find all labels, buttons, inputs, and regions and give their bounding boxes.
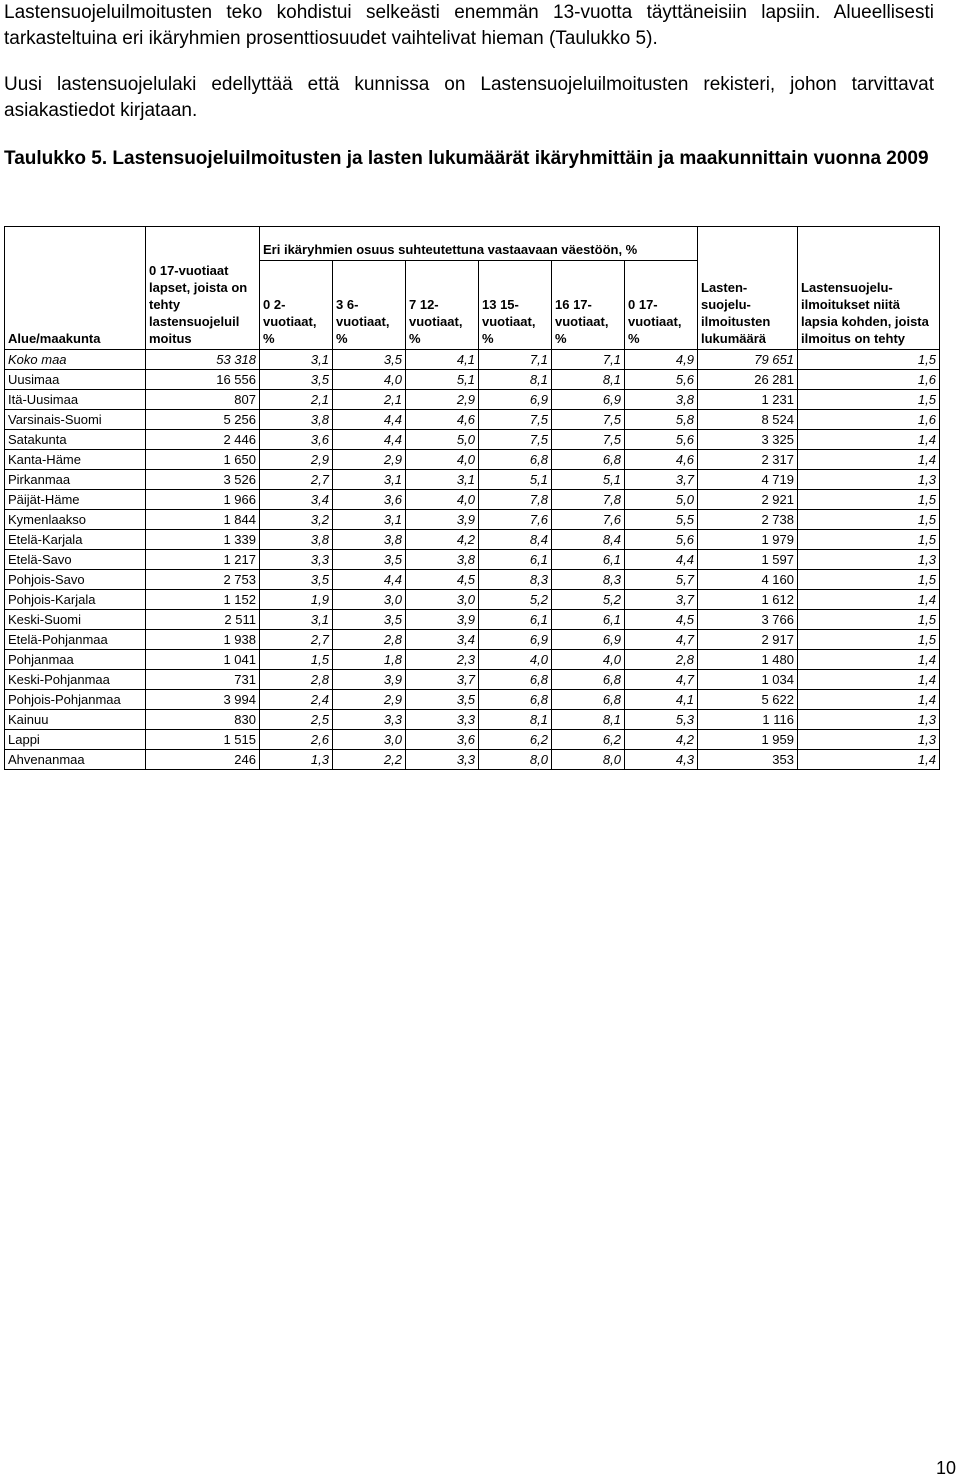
pct-0-2-cell: 1,3 (260, 750, 333, 770)
pct-13-15-cell: 6,8 (479, 690, 552, 710)
pct-13-15-cell: 7,6 (479, 510, 552, 530)
notifications-count-cell: 3 766 (698, 610, 798, 630)
pct-0-17-cell: 3,8 (625, 390, 698, 410)
pct-3-6-cell: 3,0 (333, 590, 406, 610)
pct-7-12-cell: 3,6 (406, 730, 479, 750)
table-row (5, 550, 940, 570)
intro-paragraph: Lastensuojeluilmoitusten teko kohdistui selkeästi enemmän 13-vuotta täyttäneisiin lapsiin. Alueellisesti tarkasteltuina eri ikäryhmien prosenttiosuudet vaihtelivat hieman (Taulukko 5). (4, 2, 934, 49)
pct-16-17-cell: 5,1 (552, 470, 625, 490)
children-count-cell: 3 526 (146, 470, 260, 490)
region-cell: Kainuu (5, 710, 146, 730)
pct-13-15-cell: 6,8 (479, 450, 552, 470)
notifications-count-cell: 353 (698, 750, 798, 770)
notifications-count-cell: 1 231 (698, 390, 798, 410)
ratio-cell: 1,3 (798, 730, 940, 750)
pct-13-15-cell: 6,8 (479, 670, 552, 690)
pct-16-17-cell: 8,1 (552, 370, 625, 390)
ratio-cell: 1,4 (798, 450, 940, 470)
ratio-cell: 1,5 (798, 530, 940, 550)
pct-0-17-cell: 5,3 (625, 710, 698, 730)
header-age-13-15: 13 15-vuotiaat, % (479, 261, 552, 350)
pct-13-15-cell: 8,1 (479, 710, 552, 730)
ratio-cell: 1,5 (798, 570, 940, 590)
children-count-cell: 731 (146, 670, 260, 690)
pct-13-15-cell: 6,1 (479, 610, 552, 630)
header-age-16-17: 16 17-vuotiaat, % (552, 261, 625, 350)
table-row (5, 570, 940, 590)
pct-0-17-cell: 4,1 (625, 690, 698, 710)
children-count-cell: 1 217 (146, 550, 260, 570)
pct-16-17-cell: 7,5 (552, 410, 625, 430)
pct-16-17-cell: 6,9 (552, 630, 625, 650)
pct-13-15-cell: 8,3 (479, 570, 552, 590)
pct-7-12-cell: 3,5 (406, 690, 479, 710)
region-cell: Ahvenanmaa (5, 750, 146, 770)
children-count-cell: 5 256 (146, 410, 260, 430)
notifications-count-cell: 1 612 (698, 590, 798, 610)
pct-13-15-cell: 7,5 (479, 410, 552, 430)
pct-3-6-cell: 3,3 (333, 710, 406, 730)
pct-16-17-cell: 7,1 (552, 350, 625, 370)
pct-0-17-cell: 4,2 (625, 730, 698, 750)
region-cell: Keski-Suomi (5, 610, 146, 630)
pct-7-12-cell: 4,0 (406, 450, 479, 470)
pct-0-17-cell: 5,5 (625, 510, 698, 530)
notifications-count-cell: 4 719 (698, 470, 798, 490)
statistics-table (4, 226, 940, 770)
region-cell: Lappi (5, 730, 146, 750)
pct-0-17-cell: 4,4 (625, 550, 698, 570)
pct-0-2-cell: 3,5 (260, 370, 333, 390)
pct-16-17-cell: 6,9 (552, 390, 625, 410)
pct-7-12-cell: 2,9 (406, 390, 479, 410)
ratio-cell: 1,4 (798, 750, 940, 770)
pct-0-17-cell: 5,0 (625, 490, 698, 510)
pct-0-17-cell: 3,7 (625, 590, 698, 610)
children-count-cell: 2 511 (146, 610, 260, 630)
header-age-3-6: 3 6-vuotiaat, % (333, 261, 406, 350)
ratio-cell: 1,5 (798, 390, 940, 410)
table-row (5, 750, 940, 770)
page-number: 10 (935, 1458, 956, 1478)
pct-7-12-cell: 3,0 (406, 590, 479, 610)
header-ratio: Lastensuojelu-ilmoitukset niitä lapsia kohden, joista ilmoitus on tehty (798, 227, 940, 350)
table-row (5, 630, 940, 650)
pct-16-17-cell: 8,3 (552, 570, 625, 590)
pct-7-12-cell: 3,3 (406, 750, 479, 770)
region-cell: Etelä-Savo (5, 550, 146, 570)
ratio-cell: 1,4 (798, 690, 940, 710)
notifications-count-cell: 5 622 (698, 690, 798, 710)
table-row (5, 530, 940, 550)
pct-0-17-cell: 2,8 (625, 650, 698, 670)
notifications-count-cell: 2 317 (698, 450, 798, 470)
pct-0-2-cell: 2,9 (260, 450, 333, 470)
header-region: Alue/maakunta (5, 227, 146, 350)
pct-3-6-cell: 2,8 (333, 630, 406, 650)
ratio-cell: 1,4 (798, 670, 940, 690)
ratio-cell: 1,4 (798, 590, 940, 610)
table-row (5, 610, 940, 630)
region-cell: Koko maa (5, 350, 146, 370)
pct-7-12-cell: 4,2 (406, 530, 479, 550)
pct-3-6-cell: 3,0 (333, 730, 406, 750)
children-count-cell: 2 753 (146, 570, 260, 590)
pct-0-2-cell: 3,1 (260, 610, 333, 630)
pct-13-15-cell: 7,1 (479, 350, 552, 370)
pct-3-6-cell: 2,9 (333, 450, 406, 470)
pct-16-17-cell: 8,4 (552, 530, 625, 550)
pct-3-6-cell: 4,4 (333, 430, 406, 450)
pct-16-17-cell: 6,1 (552, 550, 625, 570)
pct-7-12-cell: 3,4 (406, 630, 479, 650)
pct-0-17-cell: 5,7 (625, 570, 698, 590)
children-count-cell: 807 (146, 390, 260, 410)
pct-16-17-cell: 7,5 (552, 430, 625, 450)
notifications-count-cell: 3 325 (698, 430, 798, 450)
region-cell: Pohjanmaa (5, 650, 146, 670)
pct-0-17-cell: 5,6 (625, 430, 698, 450)
pct-16-17-cell: 5,2 (552, 590, 625, 610)
pct-0-2-cell: 3,3 (260, 550, 333, 570)
table-row (5, 410, 940, 430)
notifications-count-cell: 2 921 (698, 490, 798, 510)
table-row (5, 670, 940, 690)
pct-16-17-cell: 6,2 (552, 730, 625, 750)
pct-13-15-cell: 6,1 (479, 550, 552, 570)
pct-0-2-cell: 3,1 (260, 350, 333, 370)
pct-16-17-cell: 6,8 (552, 450, 625, 470)
pct-0-2-cell: 3,8 (260, 530, 333, 550)
ratio-cell: 1,5 (798, 610, 940, 630)
ratio-cell: 1,5 (798, 350, 940, 370)
pct-0-2-cell: 2,5 (260, 710, 333, 730)
pct-7-12-cell: 4,5 (406, 570, 479, 590)
pct-3-6-cell: 3,1 (333, 510, 406, 530)
pct-13-15-cell: 5,1 (479, 470, 552, 490)
pct-0-2-cell: 3,5 (260, 570, 333, 590)
pct-0-2-cell: 3,2 (260, 510, 333, 530)
region-cell: Etelä-Karjala (5, 530, 146, 550)
region-cell: Varsinais-Suomi (5, 410, 146, 430)
pct-3-6-cell: 3,5 (333, 350, 406, 370)
pct-7-12-cell: 3,3 (406, 710, 479, 730)
pct-0-2-cell: 2,7 (260, 630, 333, 650)
table-row (5, 470, 940, 490)
pct-0-17-cell: 4,3 (625, 750, 698, 770)
ratio-cell: 1,5 (798, 630, 940, 650)
header-age-group: Eri ikäryhmien osuus suhteutettuna vastaavaan väestöön, % (260, 227, 698, 261)
children-count-cell: 1 650 (146, 450, 260, 470)
notifications-count-cell: 2 738 (698, 510, 798, 530)
header-children: 0 17-vuotiaat lapset, joista on tehty lastensuojeluil moitus (146, 227, 260, 350)
children-count-cell: 246 (146, 750, 260, 770)
pct-0-17-cell: 5,8 (625, 410, 698, 430)
header-count: Lasten-suojelu-ilmoitusten lukumäärä (698, 227, 798, 350)
notifications-count-cell: 4 160 (698, 570, 798, 590)
pct-13-15-cell: 5,2 (479, 590, 552, 610)
table-row (5, 350, 940, 370)
pct-7-12-cell: 5,1 (406, 370, 479, 390)
ratio-cell: 1,4 (798, 430, 940, 450)
table-row (5, 690, 940, 710)
pct-16-17-cell: 6,1 (552, 610, 625, 630)
children-count-cell: 1 966 (146, 490, 260, 510)
pct-0-2-cell: 3,6 (260, 430, 333, 450)
pct-3-6-cell: 3,9 (333, 670, 406, 690)
pct-16-17-cell: 8,0 (552, 750, 625, 770)
children-count-cell: 1 515 (146, 730, 260, 750)
notifications-count-cell: 2 917 (698, 630, 798, 650)
ratio-cell: 1,4 (798, 650, 940, 670)
notifications-count-cell: 1 959 (698, 730, 798, 750)
region-cell: Kanta-Häme (5, 450, 146, 470)
pct-16-17-cell: 7,8 (552, 490, 625, 510)
notifications-count-cell: 1 034 (698, 670, 798, 690)
ratio-cell: 1,5 (798, 510, 940, 530)
pct-3-6-cell: 4,4 (333, 570, 406, 590)
children-count-cell: 1 152 (146, 590, 260, 610)
ratio-cell: 1,5 (798, 490, 940, 510)
pct-0-17-cell: 4,7 (625, 630, 698, 650)
pct-0-2-cell: 2,7 (260, 470, 333, 490)
pct-3-6-cell: 4,0 (333, 370, 406, 390)
children-count-cell: 1 041 (146, 650, 260, 670)
region-cell: Päijät-Häme (5, 490, 146, 510)
notifications-count-cell: 1 979 (698, 530, 798, 550)
pct-3-6-cell: 3,5 (333, 610, 406, 630)
pct-0-2-cell: 2,1 (260, 390, 333, 410)
pct-3-6-cell: 3,6 (333, 490, 406, 510)
children-count-cell: 16 556 (146, 370, 260, 390)
table-caption: Taulukko 5. Lastensuojeluilmoitusten ja lasten lukumäärät ikäryhmittäin ja maakunnittain vuonna 2009 (4, 148, 929, 169)
children-count-cell: 53 318 (146, 350, 260, 370)
ratio-cell: 1,6 (798, 370, 940, 390)
region-cell: Pirkanmaa (5, 470, 146, 490)
pct-7-12-cell: 3,8 (406, 550, 479, 570)
pct-3-6-cell: 2,2 (333, 750, 406, 770)
header-age-0-17: 0 17-vuotiaat, % (625, 261, 698, 350)
pct-0-2-cell: 3,4 (260, 490, 333, 510)
children-count-cell: 3 994 (146, 690, 260, 710)
table-row (5, 370, 940, 390)
children-count-cell: 1 938 (146, 630, 260, 650)
pct-7-12-cell: 4,0 (406, 490, 479, 510)
pct-3-6-cell: 3,8 (333, 530, 406, 550)
notifications-count-cell: 1 480 (698, 650, 798, 670)
header-age-7-12: 7 12-vuotiaat, % (406, 261, 479, 350)
notifications-count-cell: 8 524 (698, 410, 798, 430)
pct-16-17-cell: 6,8 (552, 670, 625, 690)
ratio-cell: 1,3 (798, 470, 940, 490)
pct-16-17-cell: 8,1 (552, 710, 625, 730)
pct-3-6-cell: 1,8 (333, 650, 406, 670)
region-cell: Kymenlaakso (5, 510, 146, 530)
pct-13-15-cell: 6,9 (479, 390, 552, 410)
pct-3-6-cell: 2,9 (333, 690, 406, 710)
pct-0-17-cell: 4,9 (625, 350, 698, 370)
pct-7-12-cell: 3,7 (406, 670, 479, 690)
pct-0-17-cell: 5,6 (625, 530, 698, 550)
pct-13-15-cell: 7,8 (479, 490, 552, 510)
pct-0-17-cell: 3,7 (625, 470, 698, 490)
pct-7-12-cell: 3,9 (406, 510, 479, 530)
table-row (5, 650, 940, 670)
pct-7-12-cell: 2,3 (406, 650, 479, 670)
table-row (5, 390, 940, 410)
pct-13-15-cell: 6,9 (479, 630, 552, 650)
pct-16-17-cell: 6,8 (552, 690, 625, 710)
pct-0-2-cell: 2,4 (260, 690, 333, 710)
pct-0-17-cell: 4,7 (625, 670, 698, 690)
notifications-count-cell: 26 281 (698, 370, 798, 390)
pct-7-12-cell: 3,9 (406, 610, 479, 630)
pct-0-2-cell: 3,8 (260, 410, 333, 430)
pct-3-6-cell: 2,1 (333, 390, 406, 410)
children-count-cell: 1 844 (146, 510, 260, 530)
pct-13-15-cell: 4,0 (479, 650, 552, 670)
pct-0-17-cell: 5,6 (625, 370, 698, 390)
region-cell: Itä-Uusimaa (5, 390, 146, 410)
pct-13-15-cell: 8,4 (479, 530, 552, 550)
pct-16-17-cell: 7,6 (552, 510, 625, 530)
region-cell: Etelä-Pohjanmaa (5, 630, 146, 650)
pct-7-12-cell: 5,0 (406, 430, 479, 450)
header-age-0-2: 0 2-vuotiaat, % (260, 261, 333, 350)
region-cell: Pohjois-Pohjanmaa (5, 690, 146, 710)
pct-0-2-cell: 1,9 (260, 590, 333, 610)
pct-3-6-cell: 4,4 (333, 410, 406, 430)
pct-13-15-cell: 7,5 (479, 430, 552, 450)
region-cell: Uusimaa (5, 370, 146, 390)
law-paragraph: Uusi lastensuojelulaki edellyttää että kunnissa on Lastensuojeluilmoitusten rekisteri, johon tarvittavat asiakastiedot kirjataan. (4, 74, 934, 121)
table-row (5, 430, 940, 450)
ratio-cell: 1,3 (798, 550, 940, 570)
children-count-cell: 830 (146, 710, 260, 730)
pct-13-15-cell: 8,1 (479, 370, 552, 390)
children-count-cell: 1 339 (146, 530, 260, 550)
pct-0-2-cell: 1,5 (260, 650, 333, 670)
table-row (5, 730, 940, 750)
region-cell: Satakunta (5, 430, 146, 450)
ratio-cell: 1,3 (798, 710, 940, 730)
table-body (5, 350, 940, 770)
table-row (5, 450, 940, 470)
pct-7-12-cell: 3,1 (406, 470, 479, 490)
table-row (5, 510, 940, 530)
table-row (5, 590, 940, 610)
table-row (5, 490, 940, 510)
pct-13-15-cell: 6,2 (479, 730, 552, 750)
pct-0-17-cell: 4,6 (625, 450, 698, 470)
region-cell: Keski-Pohjanmaa (5, 670, 146, 690)
table-row (5, 710, 940, 730)
notifications-count-cell: 1 116 (698, 710, 798, 730)
pct-7-12-cell: 4,1 (406, 350, 479, 370)
pct-3-6-cell: 3,1 (333, 470, 406, 490)
pct-7-12-cell: 4,6 (406, 410, 479, 430)
children-count-cell: 2 446 (146, 430, 260, 450)
pct-3-6-cell: 3,5 (333, 550, 406, 570)
region-cell: Pohjois-Karjala (5, 590, 146, 610)
notifications-count-cell: 1 597 (698, 550, 798, 570)
ratio-cell: 1,6 (798, 410, 940, 430)
pct-0-2-cell: 2,8 (260, 670, 333, 690)
pct-0-17-cell: 4,5 (625, 610, 698, 630)
notifications-count-cell: 79 651 (698, 350, 798, 370)
pct-13-15-cell: 8,0 (479, 750, 552, 770)
pct-0-2-cell: 2,6 (260, 730, 333, 750)
pct-16-17-cell: 4,0 (552, 650, 625, 670)
region-cell: Pohjois-Savo (5, 570, 146, 590)
